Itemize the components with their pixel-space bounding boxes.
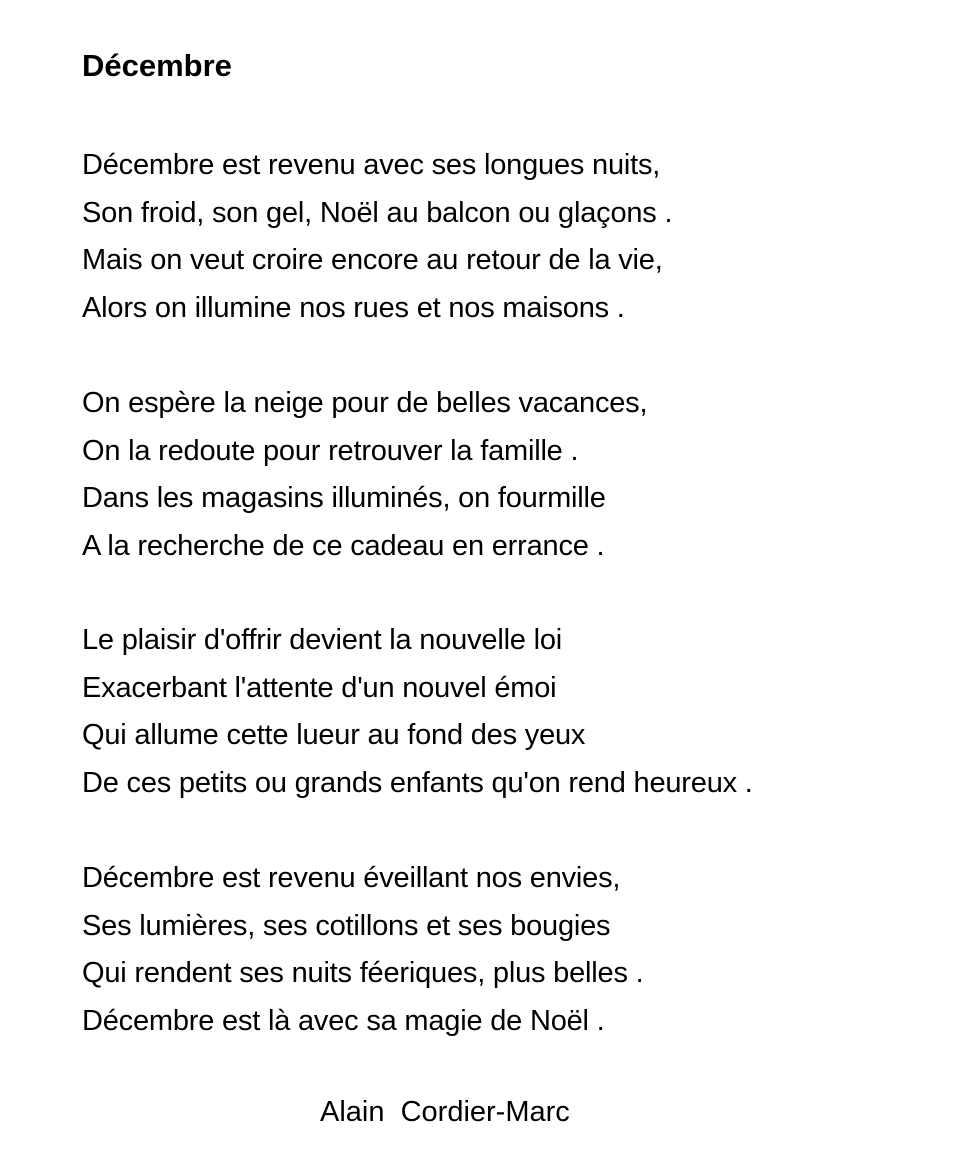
poem-line: Alors on illumine nos rues et nos maisons .: [82, 291, 625, 324]
poem-line: On la redoute pour retrouver la famille .: [82, 434, 579, 467]
poem-line: Qui allume cette lueur au fond des yeux: [82, 719, 586, 751]
stanza-4: [82, 855, 643, 1045]
poem-line: Exacerbant l'attente d'un nouvel émoi: [82, 671, 557, 704]
poem-line: Qui rendent ses nuits féeriques, plus belles .: [82, 957, 644, 989]
poem-author: Alain Cordier-Marc: [320, 1096, 570, 1128]
poem-line: A la recherche de ce cadeau en errance .: [82, 529, 605, 562]
poem-line: Mais on veut croire encore au retour de la vie,: [82, 244, 663, 276]
poem-line: Le plaisir d'offrir devient la nouvelle loi: [82, 624, 563, 656]
poem-line: Dans les magasins illuminés, on fourmille: [82, 482, 606, 514]
stanza-2: [82, 380, 647, 570]
poem-line: Ses lumières, ses cotillons et ses bougies: [82, 909, 611, 942]
poem-line: Décembre est là avec sa magie de Noël .: [82, 1004, 605, 1037]
stanza-1: [82, 142, 672, 332]
stanza-3: [82, 617, 753, 807]
poem-line: Décembre est revenu éveillant nos envies,: [82, 862, 621, 894]
poem-title: Décembre: [82, 48, 232, 83]
poem-line: On espère la neige pour de belles vacances,: [82, 387, 648, 419]
poem-line: De ces petits ou grands enfants qu'on rend heureux .: [82, 766, 753, 799]
poem-line: Son froid, son gel, Noël au balcon ou glaçons .: [82, 196, 673, 229]
poem-line: Décembre est revenu avec ses longues nuits,: [82, 149, 661, 181]
